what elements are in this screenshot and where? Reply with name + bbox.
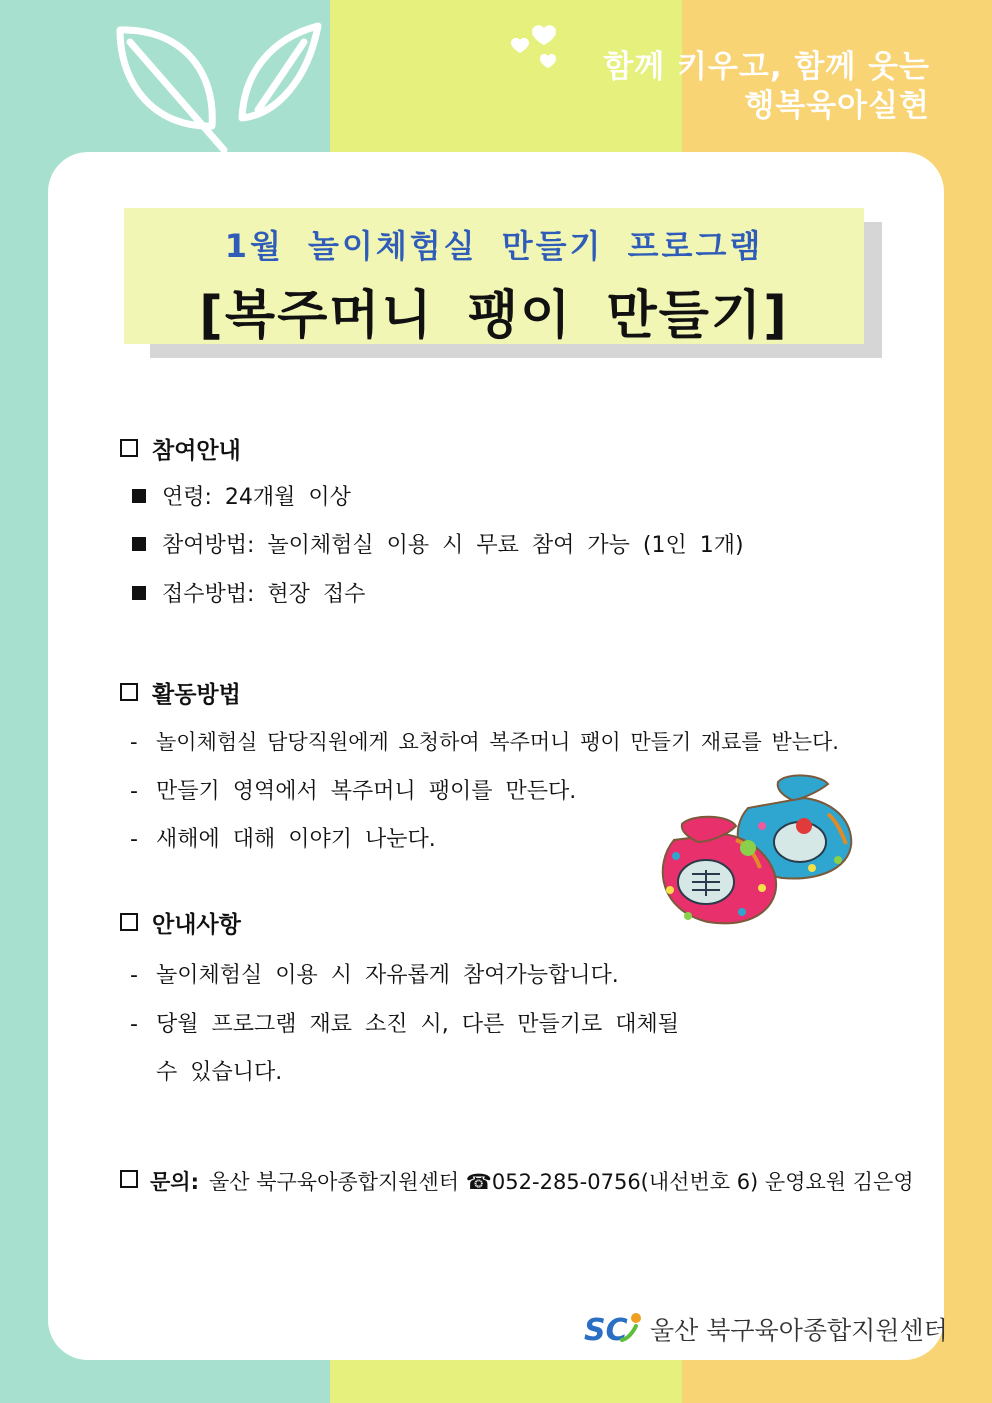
bullet-square-icon (132, 586, 146, 600)
checkbox-square-icon (120, 913, 138, 931)
program-subtitle: 1월 놀이체험실 만들기 프로그램 (224, 227, 764, 265)
section-notice-heading (120, 906, 241, 939)
section-heading-text: 활동방법 (152, 682, 241, 708)
contact-label: 문의: (150, 1170, 199, 1194)
leaves-icon (108, 18, 338, 158)
logo-text: SC (584, 1313, 628, 1346)
slogan-line-2: 행복육아실현 (744, 88, 930, 124)
slogan-line-1: 함께 키우고, 함께 웃는 (603, 49, 930, 85)
notice-item-continuation: 수 있습니다. (156, 1060, 283, 1085)
checkbox-square-icon (120, 439, 138, 457)
section-heading-text: 안내사항 (152, 912, 241, 938)
program-title: [복주머니 팽이 만들기] (199, 286, 789, 346)
activity-item-text: 만들기 영역에서 복주머니 팽이를 만든다. (156, 779, 577, 804)
notice-item: - 놀이체험실 이용 시 자유롭게 참여가능합니다. (130, 963, 619, 988)
section-activity-heading (120, 676, 241, 709)
hearts-icon (508, 24, 572, 74)
participation-item-text: 연령: 24개월 이상 (162, 485, 351, 510)
slogan (603, 48, 930, 126)
bullet-square-icon (132, 537, 146, 551)
center-logo-icon (582, 1310, 644, 1346)
activity-item: - 만들기 영역에서 복주머니 팽이를 만든다. (130, 779, 577, 804)
activity-item: - 새해에 대해 이야기 나눈다. (130, 827, 436, 852)
section-heading-text: 참여안내 (152, 438, 241, 464)
contact-text: 울산 북구육아종합지원센터 ☎052-285-0756(내선번호 6) 운영요원 김은영 (208, 1170, 914, 1194)
notice-item-text: 놀이체험실 이용 시 자유롭게 참여가능합니다. (156, 963, 619, 988)
bullet-square-icon (132, 489, 146, 503)
participation-item (132, 480, 351, 511)
title-box (124, 208, 864, 344)
activity-item-text: 새해에 대해 이야기 나눈다. (156, 827, 436, 852)
participation-item-text: 접수방법: 현장 접수 (162, 582, 366, 607)
contact-info (120, 1166, 914, 1196)
participation-item-text: 참여방법: 놀이체험실 이용 시 무료 참여 가능 (1인 1개) (162, 533, 744, 558)
notice-item-text: 당월 프로그램 재료 소진 시, 다른 만들기로 대체될 (156, 1012, 679, 1037)
checkbox-square-icon (120, 1170, 138, 1188)
activity-item: - 놀이체험실 담당직원에게 요청하여 복주머니 팽이 만들기 재료를 받는다. (130, 730, 839, 754)
participation-item (132, 528, 744, 559)
footer-org-name: 울산 북구육아종합지원센터 (650, 1316, 948, 1345)
notice-item: - 당월 프로그램 재료 소진 시, 다른 만들기로 대체될 (130, 1012, 679, 1037)
lucky-pouch-spinner-illustration (652, 770, 866, 934)
activity-item-text: 놀이체험실 담당직원에게 요청하여 복주머니 팽이 만들기 재료를 받는다. (156, 730, 839, 754)
participation-item (132, 577, 365, 608)
section-participation-heading (120, 432, 241, 465)
checkbox-square-icon (120, 683, 138, 701)
